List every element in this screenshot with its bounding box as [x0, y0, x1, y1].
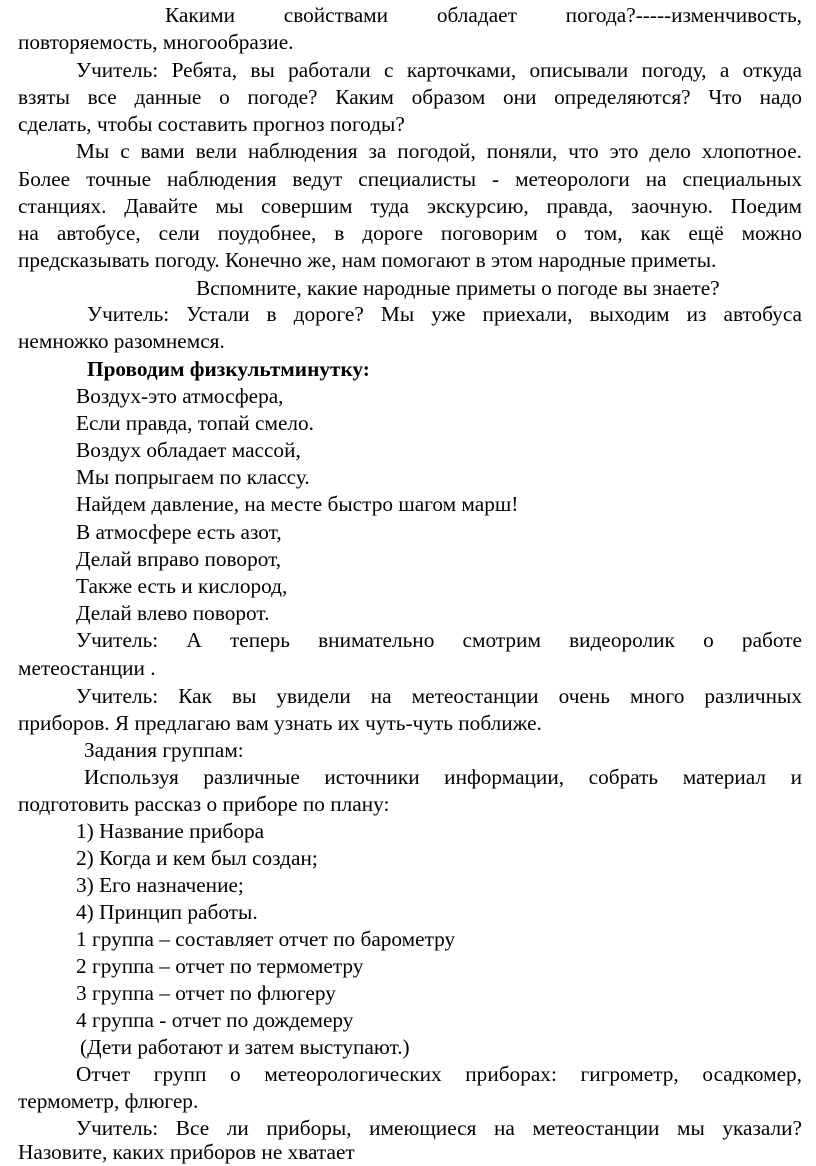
poem-line: Воздух-это атмосфера,	[76, 384, 284, 408]
plan-item: 4) Принцип работы.	[76, 900, 258, 924]
plan-item: 2) Когда и кем был создан;	[76, 846, 318, 870]
paragraph-line: Учитель: Ребята, вы работали с карточками, описывали погоду, а откуда	[76, 58, 802, 82]
poem-line: Воздух обладает массой,	[76, 438, 301, 462]
paragraph-line: станциях. Давайте мы совершим туда экскурсию, правда, заочную. Поедим	[18, 194, 802, 218]
group-item: 1 группа – составляет отчет по барометру	[76, 927, 456, 951]
paragraph-line: немножко разомнемся.	[18, 329, 225, 353]
paragraph-line: на автобусе, сели поудобнее, в дороге поговорим о том, как ещё можно	[18, 221, 802, 245]
group-item: 3 группа – отчет по флюгеру	[76, 981, 336, 1005]
paragraph-line: Учитель: Все ли приборы, имеющиеся на метеостанции мы указали?	[76, 1116, 802, 1140]
paragraph-line: Какими свойствами обладает погода?-----изменчивость,	[165, 3, 802, 27]
paragraph-line: Учитель: Как вы увидели на метеостанции очень много различных	[76, 684, 802, 708]
group-item: 4 группа - отчет по дождемеру	[76, 1008, 354, 1032]
poem-line: Если правда, топай смело.	[76, 411, 314, 435]
paragraph-line: Вспомните, какие народные приметы о погоде вы знаете?	[196, 276, 720, 300]
paragraph-line: приборов. Я предлагаю вам узнать их чуть-чуть поближе.	[18, 711, 542, 735]
paragraph-line: метеостанции .	[18, 656, 156, 680]
plan-item: 3) Его назначение;	[76, 873, 244, 897]
group-item: 2 группа – отчет по термометру	[76, 954, 364, 978]
paragraph-line: повторяемость, многообразие.	[18, 30, 294, 54]
poem-line: Также есть и кислород,	[76, 574, 288, 598]
paragraph-line: подготовить рассказ о приборе по плану:	[18, 792, 390, 816]
plan-item: 1) Название прибора	[76, 819, 265, 843]
poem-line: Делай влево поворот.	[76, 601, 270, 625]
kids-note: (Дети работают и затем выступают.)	[80, 1035, 410, 1059]
poem-line: Мы попрыгаем по классу.	[76, 465, 310, 489]
paragraph-line: Используя различные источники информации, собрать материал и	[84, 765, 802, 789]
poem-line: Делай вправо поворот,	[76, 547, 282, 571]
tasks-title: Задания группам:	[84, 738, 244, 762]
paragraph-line: Назовите, каких приборов не хватает	[18, 1140, 355, 1164]
poem-line: Найдем давление, на месте быстро шагом марш!	[76, 492, 519, 516]
paragraph-line: Учитель: А теперь внимательно смотрим видеоролик о работе	[76, 628, 802, 652]
poem-line: В атмосфере есть азот,	[76, 520, 282, 544]
section-heading: Проводим физкультминутку:	[87, 357, 370, 381]
paragraph-line: предсказывать погоду. Конечно же, нам помогают в этом народные приметы.	[18, 248, 717, 272]
paragraph-line: Мы с вами вели наблюдения за погодой, поняли, что это дело хлопотное.	[76, 139, 802, 163]
paragraph-line: сделать, чтобы составить прогноз погоды?	[18, 112, 405, 136]
paragraph-line: Более точные наблюдения ведут специалисты - метеорологи на специальных	[18, 167, 802, 191]
paragraph-line: взяты все данные о погоде? Каким образом они определяются? Что надо	[18, 85, 802, 109]
paragraph-line: Отчет групп о метеорологических приборах: гигрометр, осадкомер,	[76, 1062, 802, 1086]
paragraph-line: термометр, флюгер.	[18, 1089, 199, 1113]
paragraph-line: Учитель: Устали в дороге? Мы уже приехали, выходим из автобуса	[87, 302, 802, 326]
